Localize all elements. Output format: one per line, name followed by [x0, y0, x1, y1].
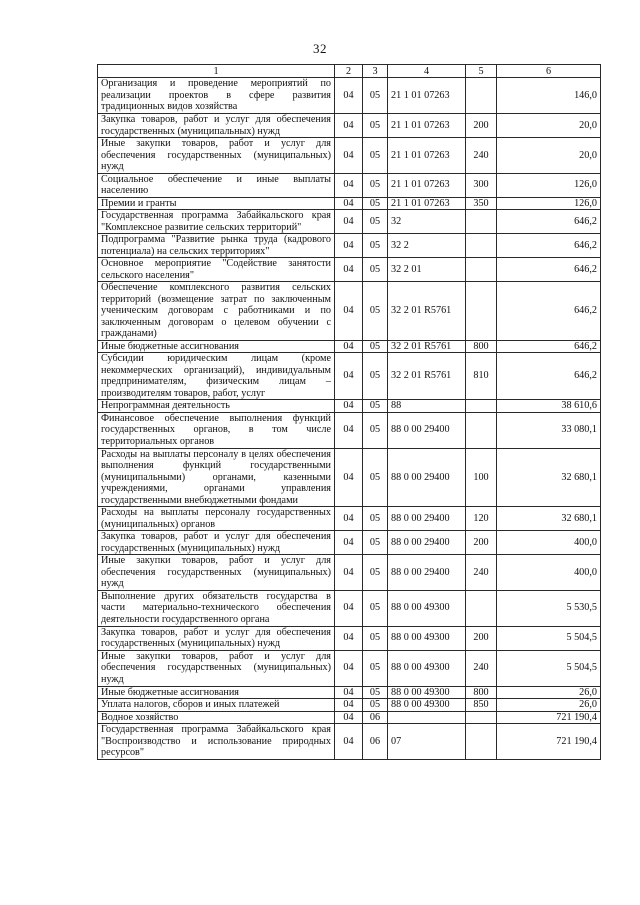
cell-section: 04 [335, 590, 363, 626]
cell-name: Обеспечение комплексного развития сельских территорий (возмещение затрат по заключенным ученическим договорам с работниками и по заключенным договорам о целевом обучении с гражданами) [98, 282, 335, 341]
cell-subsection: 05 [363, 507, 388, 531]
cell-target-code: 88 0 00 29400 [388, 507, 466, 531]
cell-subsection: 06 [363, 711, 388, 724]
cell-expense-type: 240 [466, 138, 497, 174]
table-row [98, 699, 601, 712]
header-cell-name: 1 [98, 65, 335, 78]
cell-section: 04 [335, 234, 363, 258]
cell-name: Непрограммная деятельность [98, 400, 335, 413]
cell-subsection: 05 [363, 197, 388, 210]
cell-target-code: 32 2 01 R5761 [388, 282, 466, 341]
table-row [98, 724, 601, 760]
table-header-row [98, 65, 601, 78]
table-row [98, 650, 601, 686]
table-row [98, 282, 601, 341]
cell-amount: 20,0 [497, 138, 601, 174]
cell-amount: 32 680,1 [497, 507, 601, 531]
cell-expense-type [466, 711, 497, 724]
cell-section: 04 [335, 686, 363, 699]
cell-expense-type [466, 234, 497, 258]
cell-expense-type: 200 [466, 626, 497, 650]
header-cell-expense-type: 5 [466, 65, 497, 78]
cell-name: Иные закупки товаров, работ и услуг для обеспечения государственных (муниципальных) нужд [98, 555, 335, 591]
table-row [98, 507, 601, 531]
cell-target-code: 21 1 01 07263 [388, 114, 466, 138]
cell-amount: 32 680,1 [497, 448, 601, 507]
cell-subsection: 05 [363, 282, 388, 341]
cell-section: 04 [335, 114, 363, 138]
table-row [98, 197, 601, 210]
table-row [98, 138, 601, 174]
cell-target-code: 32 2 01 R5761 [388, 340, 466, 353]
table-row [98, 400, 601, 413]
cell-subsection: 05 [363, 234, 388, 258]
cell-section: 04 [335, 507, 363, 531]
cell-name: Основное мероприятие "Содействие занятости сельского населения" [98, 258, 335, 282]
cell-section: 04 [335, 210, 363, 234]
cell-expense-type: 120 [466, 507, 497, 531]
cell-section: 04 [335, 448, 363, 507]
cell-expense-type: 200 [466, 531, 497, 555]
cell-subsection: 05 [363, 448, 388, 507]
cell-amount: 5 504,5 [497, 626, 601, 650]
cell-subsection: 05 [363, 699, 388, 712]
cell-amount: 646,2 [497, 340, 601, 353]
cell-expense-type [466, 590, 497, 626]
cell-expense-type [466, 724, 497, 760]
cell-target-code: 32 [388, 210, 466, 234]
cell-subsection: 05 [363, 138, 388, 174]
table-row [98, 353, 601, 400]
cell-section: 04 [335, 400, 363, 413]
cell-section: 04 [335, 173, 363, 197]
cell-name: Закупка товаров, работ и услуг для обеспечения государственных (муниципальных) нужд [98, 531, 335, 555]
cell-target-code: 88 0 00 29400 [388, 448, 466, 507]
cell-section: 04 [335, 282, 363, 341]
cell-expense-type [466, 412, 497, 448]
cell-section: 04 [335, 412, 363, 448]
cell-amount: 646,2 [497, 282, 601, 341]
table-row [98, 210, 601, 234]
cell-amount: 33 080,1 [497, 412, 601, 448]
cell-target-code: 88 0 00 49300 [388, 626, 466, 650]
cell-name: Организация и проведение мероприятий по реализации проектов в сфере развития традиционных видов хозяйства [98, 78, 335, 114]
cell-subsection: 05 [363, 173, 388, 197]
cell-amount: 646,2 [497, 234, 601, 258]
cell-expense-type: 350 [466, 197, 497, 210]
cell-subsection: 05 [363, 114, 388, 138]
cell-target-code [388, 711, 466, 724]
cell-target-code: 88 0 00 49300 [388, 699, 466, 712]
cell-amount: 646,2 [497, 258, 601, 282]
cell-target-code: 88 0 00 49300 [388, 590, 466, 626]
cell-section: 04 [335, 626, 363, 650]
cell-section: 04 [335, 197, 363, 210]
budget-table [97, 64, 601, 760]
cell-amount: 126,0 [497, 197, 601, 210]
cell-amount: 646,2 [497, 210, 601, 234]
table-row [98, 711, 601, 724]
cell-name: Финансовое обеспечение выполнения функций государственных органов, в том числе территориальных органов [98, 412, 335, 448]
cell-section: 04 [335, 555, 363, 591]
cell-name: Иные бюджетные ассигнования [98, 340, 335, 353]
cell-target-code: 21 1 01 07263 [388, 197, 466, 210]
cell-expense-type [466, 210, 497, 234]
cell-amount: 5 504,5 [497, 650, 601, 686]
cell-target-code: 32 2 01 R5761 [388, 353, 466, 400]
cell-section: 04 [335, 531, 363, 555]
cell-subsection: 05 [363, 626, 388, 650]
cell-expense-type [466, 258, 497, 282]
cell-expense-type [466, 400, 497, 413]
cell-name: Уплата налогов, сборов и иных платежей [98, 699, 335, 712]
table-row [98, 412, 601, 448]
cell-name: Выполнение других обязательств государства в части материально-технического обеспечения деятельности государственного органа [98, 590, 335, 626]
cell-subsection: 05 [363, 210, 388, 234]
cell-name: Закупка товаров, работ и услуг для обеспечения государственных (муниципальных) нужд [98, 114, 335, 138]
cell-expense-type: 100 [466, 448, 497, 507]
table-row [98, 258, 601, 282]
cell-expense-type [466, 78, 497, 114]
cell-subsection: 05 [363, 412, 388, 448]
cell-name: Субсидии юридическим лицам (кроме некоммерческих организаций), индивидуальным предпринимателям, физическим лицам – производителям товаров, работ, услуг [98, 353, 335, 400]
cell-amount: 26,0 [497, 699, 601, 712]
cell-name: Закупка товаров, работ и услуг для обеспечения государственных (муниципальных) нужд [98, 626, 335, 650]
cell-amount: 721 190,4 [497, 711, 601, 724]
cell-target-code: 21 1 01 07263 [388, 138, 466, 174]
table-row [98, 114, 601, 138]
table-row [98, 78, 601, 114]
cell-subsection: 05 [363, 78, 388, 114]
cell-target-code: 88 0 00 49300 [388, 650, 466, 686]
cell-expense-type: 240 [466, 650, 497, 686]
cell-subsection: 05 [363, 531, 388, 555]
cell-name: Подпрограмма "Развитие рынка труда (кадрового потенциала) на сельских территориях" [98, 234, 335, 258]
table-row [98, 626, 601, 650]
cell-name: Иные закупки товаров, работ и услуг для обеспечения государственных (муниципальных) нужд [98, 138, 335, 174]
table-row [98, 686, 601, 699]
table-body [98, 65, 601, 760]
cell-subsection: 05 [363, 590, 388, 626]
cell-name: Иные закупки товаров, работ и услуг для обеспечения государственных (муниципальных) нужд [98, 650, 335, 686]
cell-amount: 126,0 [497, 173, 601, 197]
cell-expense-type: 240 [466, 555, 497, 591]
header-cell-section: 2 [335, 65, 363, 78]
cell-section: 04 [335, 340, 363, 353]
cell-expense-type [466, 282, 497, 341]
table-row [98, 590, 601, 626]
cell-name: Премии и гранты [98, 197, 335, 210]
cell-target-code: 88 0 00 29400 [388, 531, 466, 555]
cell-name: Иные бюджетные ассигнования [98, 686, 335, 699]
header-cell-amount: 6 [497, 65, 601, 78]
table-row [98, 448, 601, 507]
cell-section: 04 [335, 650, 363, 686]
cell-target-code: 21 1 01 07263 [388, 78, 466, 114]
cell-target-code: 21 1 01 07263 [388, 173, 466, 197]
cell-amount: 721 190,4 [497, 724, 601, 760]
cell-subsection: 05 [363, 400, 388, 413]
cell-subsection: 06 [363, 724, 388, 760]
cell-amount: 400,0 [497, 555, 601, 591]
page-number: 32 [313, 41, 327, 56]
cell-name: Расходы на выплаты персоналу в целях обеспечения выполнения функций государственными (муниципальными) органами, казенными учреждениями, органами управления государственными внебюджетными фондами [98, 448, 335, 507]
cell-expense-type: 800 [466, 686, 497, 699]
header-cell-target-code: 4 [388, 65, 466, 78]
cell-target-code: 88 0 00 49300 [388, 686, 466, 699]
cell-section: 04 [335, 353, 363, 400]
table-row [98, 234, 601, 258]
cell-amount: 646,2 [497, 353, 601, 400]
table-row [98, 173, 601, 197]
cell-name: Государственная программа Забайкальского края "Комплексное развитие сельских территорий" [98, 210, 335, 234]
cell-name: Государственная программа Забайкальского края "Воспроизводство и использование природных ресурсов" [98, 724, 335, 760]
cell-name: Водное хозяйство [98, 711, 335, 724]
cell-name: Социальное обеспечение и иные выплаты населению [98, 173, 335, 197]
cell-target-code: 88 0 00 29400 [388, 412, 466, 448]
cell-target-code: 88 [388, 400, 466, 413]
header-cell-subsection: 3 [363, 65, 388, 78]
cell-subsection: 05 [363, 650, 388, 686]
table-row [98, 555, 601, 591]
cell-expense-type: 810 [466, 353, 497, 400]
cell-expense-type: 200 [466, 114, 497, 138]
cell-amount: 5 530,5 [497, 590, 601, 626]
cell-section: 04 [335, 711, 363, 724]
cell-target-code: 88 0 00 29400 [388, 555, 466, 591]
cell-target-code: 32 2 [388, 234, 466, 258]
cell-subsection: 05 [363, 340, 388, 353]
cell-subsection: 05 [363, 686, 388, 699]
cell-section: 04 [335, 78, 363, 114]
cell-amount: 146,0 [497, 78, 601, 114]
table-row [98, 340, 601, 353]
cell-section: 04 [335, 699, 363, 712]
cell-subsection: 05 [363, 353, 388, 400]
cell-amount: 400,0 [497, 531, 601, 555]
cell-subsection: 05 [363, 258, 388, 282]
cell-amount: 20,0 [497, 114, 601, 138]
cell-expense-type: 850 [466, 699, 497, 712]
cell-amount: 26,0 [497, 686, 601, 699]
cell-target-code: 07 [388, 724, 466, 760]
cell-section: 04 [335, 724, 363, 760]
cell-name: Расходы на выплаты персоналу государственных (муниципальных) органов [98, 507, 335, 531]
table-row [98, 531, 601, 555]
cell-section: 04 [335, 258, 363, 282]
cell-expense-type: 300 [466, 173, 497, 197]
cell-section: 04 [335, 138, 363, 174]
cell-amount: 38 610,6 [497, 400, 601, 413]
cell-expense-type: 800 [466, 340, 497, 353]
cell-subsection: 05 [363, 555, 388, 591]
cell-target-code: 32 2 01 [388, 258, 466, 282]
